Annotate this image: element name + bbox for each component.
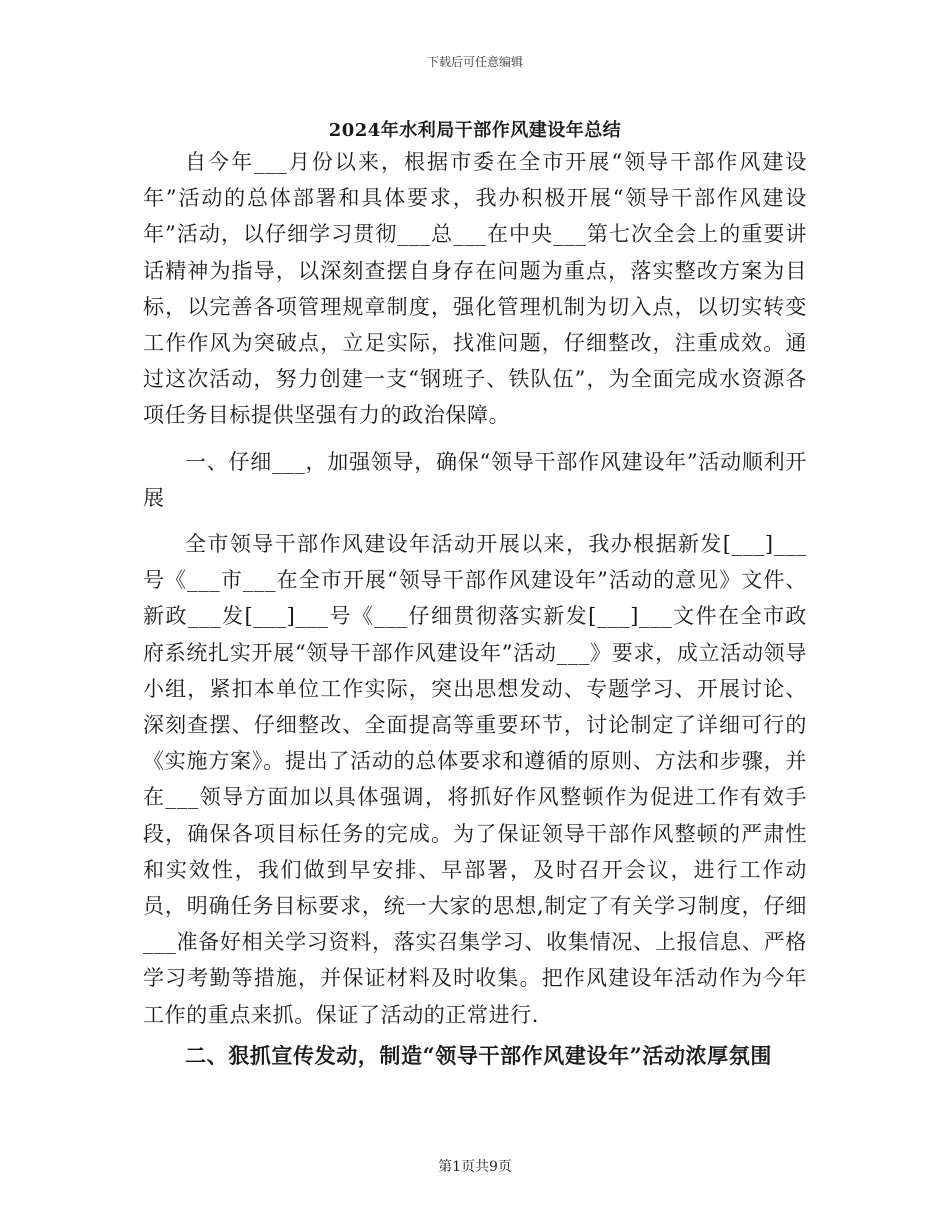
page-number: 第1页共9页 bbox=[438, 1159, 512, 1175]
document-body bbox=[143, 144, 807, 1033]
paragraph-intro: 自今年___月份以来，根据市委在全市开展“领导干部作风建设年”活动的总体部署和具体要求，我办积极开展“领导干部作风建设年”活动，以仔细学习贯彻___总___在中央___第七次全会上的重要讲话精神为指导，以深刻查摆自身存在问题为重点，落实整改方案为目标，以完善各项管理规章制度，强化管理机制为切入点，以切实转变工作作风为突破点，立足实际，找准问题，仔细整改，注重成效。通过这次活动，努力创建一支“钢班子、铁队伍”，为全面完成水资源各项任务目标提供坚强有力的政治保障。 bbox=[143, 150, 807, 428]
section-two-heading: 二、狠抓宣传发动，制造“领导干部作风建设年”活动浓厚氛围 bbox=[185, 1043, 772, 1068]
header-note: 下载后可任意编辑 bbox=[426, 55, 523, 69]
paragraph-section-one-body: 全市领导干部作风建设年活动开展以来，我办根据新发[___]___号《___市___在全市开展“领导干部作风建设年”活动的意见》文件、新政___发[___]___号《___仔细贯彻落实新发[___]___文件在全市政府系统扎实开展“领导干部作风建设年”活动___》要求，成立活动领导小组，紧扣本单位工作实际，突出思想发动、专题学习、开展讨论、深刻查摆、仔细整改、全面提高等重要环节，讨论制定了详细可行的《实施方案》。提出了活动的总体要求和遵循的原则、方法和步骤，并在___领导方面加以具体强调，将抓好作风整顿作为促进工作有效手段，确保各项目标任务的完成。为了保证领导干部作风整顿的严肃性和实效性，我们做到早安排、早部署，及时召开会议，进行工作动员，明确任务目标要求，统一大家的思想,制定了有关学习制度，仔细___准备好相关学习资料，落实召集学习、收集情况、上报信息、严格学习考勤等措施，并保证材料及时收集。把作风建设年活动作为今年工作的重点来抓。保证了活动的正常进行. bbox=[143, 532, 807, 1027]
paragraph-section-one-heading: 一、仔细___，加强领导，确保“领导干部作风建设年”活动顺利开展 bbox=[143, 449, 807, 510]
document-title: 2024年水利局干部作风建设年总结 bbox=[328, 120, 622, 141]
